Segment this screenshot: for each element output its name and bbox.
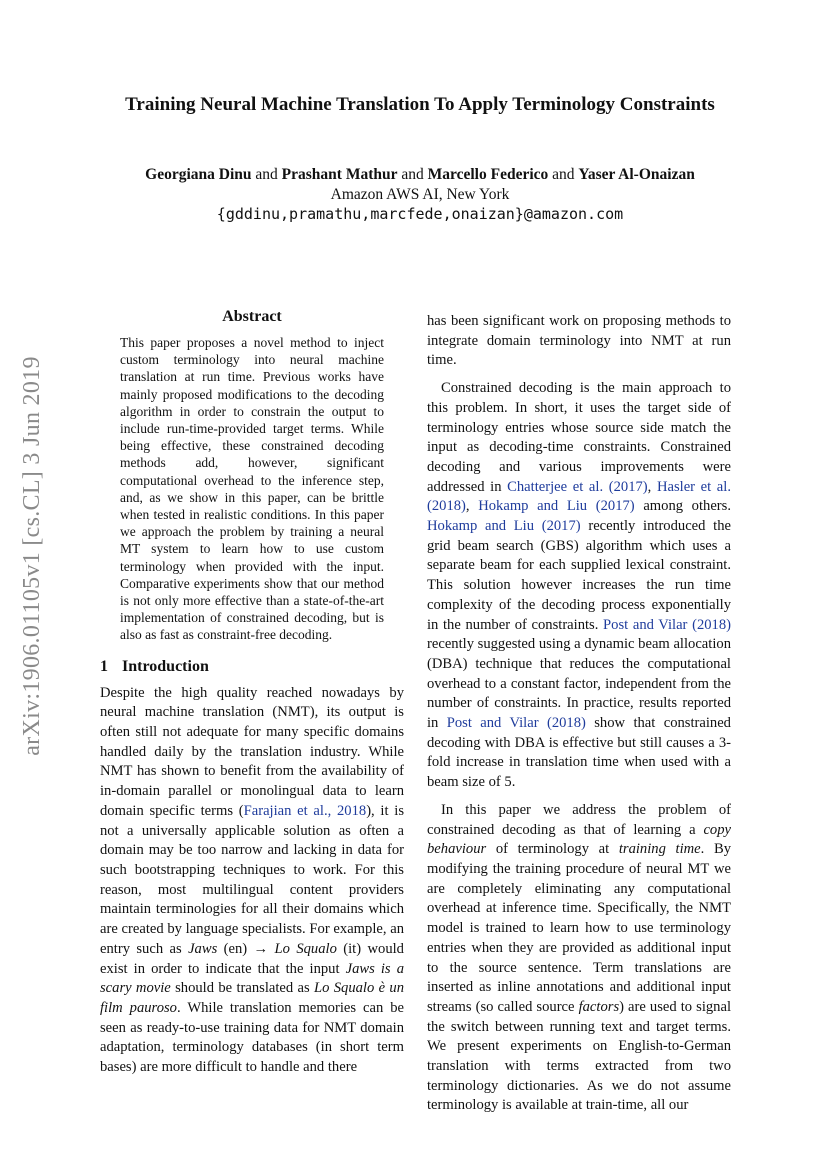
abstract-heading: Abstract (222, 308, 282, 325)
author-3: Marcello Federico (427, 166, 549, 183)
citation-year[interactable]: (2018) (692, 616, 731, 633)
author-1: Georgiana Dinu (145, 166, 252, 183)
left-column (100, 308, 404, 1078)
italic-term: Lo Squalo è un film pauroso (100, 980, 404, 1016)
right-paragraph-1: has been significant work on proposing methods to integrate domain terminology into NMT at run time. (427, 313, 731, 369)
text-run: In this paper we address the problem of constrained decoding as that of learning a (427, 801, 731, 838)
citation-author[interactable]: Chatterjee et al. (507, 478, 604, 495)
citation-year[interactable]: (2017) (608, 478, 648, 495)
section-number: 1 (100, 657, 108, 675)
italic-term: copy behaviour (427, 821, 731, 858)
citation-author[interactable]: Farajian et al. (243, 802, 328, 819)
citation-link[interactable] (244, 803, 367, 819)
italic-term: Jaws (188, 940, 218, 957)
citation-author[interactable]: Hokamp and Liu (427, 518, 535, 535)
author-2: Prashant Mathur (281, 166, 398, 183)
citation-link[interactable] (478, 498, 634, 514)
citation-author[interactable]: Post and Vilar (446, 715, 539, 732)
right-paragraph-3 (427, 801, 731, 1116)
text-run: Constrained decoding is the main approach to this problem. In short, it uses the target side of terminology entries whose source side match the input as decoding-time constraints. Constrained decoding and various improvements were addressed in (427, 380, 731, 495)
author-and: and (255, 166, 278, 183)
citation-author[interactable]: Post and Vilar (603, 616, 688, 633)
text-run: ), it is not a universally applicable solution as often a domain may be too narrow and lacking in data for such bootstrapping techniques to work. For this reason, most multilingual content providers maintain terminologies for all their domains which are created by language specialists. For example, an entry such as (100, 802, 404, 957)
italic-term: Lo Squalo (274, 940, 337, 957)
arxiv-stamp: arXiv:1906.01105v1 [cs.CL] 3 Jun 2019 (19, 356, 45, 756)
citation-link[interactable] (507, 479, 648, 495)
text-run: recently suggested using a dynamic beam allocation (DBA) technique that reduces the computational overhead to a constant factor, independent from the number of constraints. In practice, results reported in (427, 636, 731, 732)
right-paragraph-2 (427, 379, 731, 793)
right-column (427, 312, 731, 1116)
citation-link[interactable] (447, 715, 586, 731)
text-run: . While translation memories can be seen as ready-to-use training data for NMT domain adaptation, terminology databases (in short term bases) are more difficult to handle and there (100, 999, 404, 1076)
author-and: and (401, 166, 424, 183)
citation-year[interactable]: (2017) (595, 498, 635, 515)
intro-paragraph-1 (100, 684, 404, 1078)
text-run: show that constrained decoding with DBA is effective but still causes a 3-fold increase in translation time when used with a beam size of 5. (427, 715, 731, 791)
citation-author[interactable]: Hasler et al. (656, 478, 731, 495)
text-run: should be translated as (170, 980, 314, 997)
italic-term: factors (578, 998, 620, 1015)
text-run: among others. (634, 498, 731, 515)
citation-year[interactable]: (2018) (427, 498, 466, 515)
text-run: (it) would exist in order to indicate that the input (100, 940, 404, 977)
author-4: Yaser Al-Onaizan (578, 166, 695, 183)
text-run: ) are used to signal the switch between running text and target terms. We present experiments on English-to-German translation with terms extracted from two terminology dictionaries. As we do not assume terminology is available at train-time, all our (427, 998, 731, 1114)
italic-term: training time (618, 841, 701, 858)
text-run: recently introduced the grid beam search (GBS) algorithm which uses a separate beam for each supplied lexical constraint. This solution however increases the run time complexity of the decoding process exponentially in the number of constraints. (427, 518, 731, 633)
text-run: , (647, 478, 657, 495)
text-run: (en) → (217, 940, 275, 957)
citation-year[interactable]: (2018) (546, 715, 586, 732)
citation-year[interactable]: (2017) (541, 518, 581, 535)
text-run: , (327, 802, 337, 819)
affiliation: Amazon AWS AI, New York (330, 186, 510, 203)
text-run: . By modifying the training procedure of neural MT we are completely eliminating any computational overhead at inference time. Specifically, the NMT model is trained to learn how to use terminology entries when they are provided as additional input to the source sentence. Term translations are inserted as inline annotations and additional input streams (so called source (427, 841, 732, 1015)
author-email: {gddinu,pramathu,marcfede,onaizan}@amazon.com (216, 205, 624, 223)
abstract-text: This paper proposes a novel method to inject custom terminology into neural machine translation at run time. Previous works have mainly proposed modifications to the decoding algorithm in order to constrain the output to include run-time-provided target terms. While being effective, these constrained decoding methods add, however, significant computational overhead to the inference step, and, as we show in this paper, can be brittle when tested in realistic conditions. In this paper we approach the problem by training a neural MT system to learn how to use custom terminology when provided with the input. Comparative experiments show that our method is not only more effective than a state-of-the-art implementation of constrained decoding, but is also as fast as constraint-free decoding. (120, 335, 384, 643)
italic-term: Jaws is a scary movie (100, 960, 404, 997)
section-title: Introduction (122, 657, 209, 675)
text-run: Despite the high quality reached nowadays by neural machine translation (NMT), its output is often still not adequate for many specific domains handled daily by the translation industry. While NMT has shown to benefit from the availability of in-domain parallel or monolingual data to learn domain specific terms ( (100, 684, 404, 819)
citation-link[interactable] (603, 617, 731, 633)
citation-year[interactable]: 2018 (337, 802, 367, 819)
author-list (60, 166, 780, 184)
citation-link[interactable] (427, 518, 581, 534)
text-run: , (465, 498, 479, 515)
section-heading-introduction (100, 658, 404, 676)
text-run: of terminology at (486, 841, 619, 858)
author-and: and (552, 166, 575, 183)
paper-title: Training Neural Machine Translation To Apply Terminology Constraints (125, 94, 715, 115)
citation-author[interactable]: Hokamp and Liu (478, 498, 588, 515)
